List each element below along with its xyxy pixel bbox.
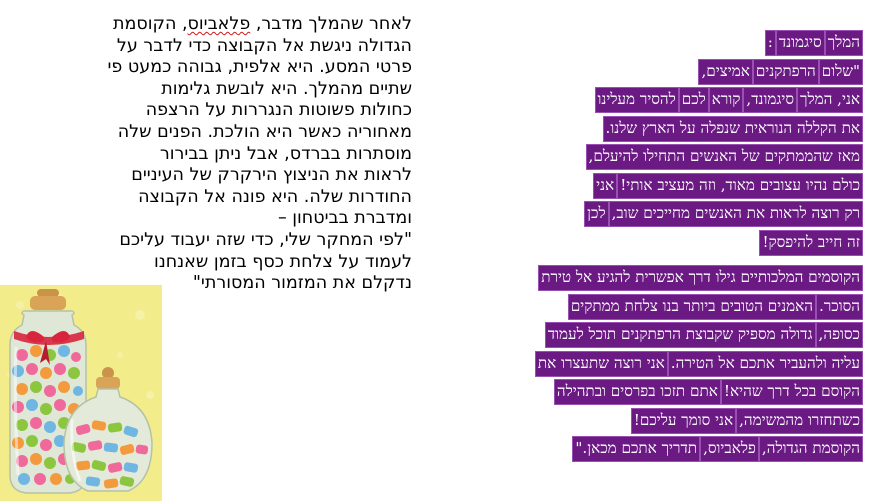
highlight-chunk: סיגמונד, [743,87,797,113]
narrative-line: פרטי המסע. היא אלפית, גבוהה כמעט פי [107,57,412,78]
speech-line [423,199,863,228]
highlight-chunk: אני [593,173,617,199]
narrative-line: לראות את הניצוץ הירקרק של העיניים [131,165,412,186]
highlight-chunk: גדולה מספיק שקבוצת הרפתקנים תוכל לעמוד [545,322,816,348]
highlight-chunk: קורא [709,87,744,113]
narrative-line: "לפי המחקר שלי, כדי שזה יעבוד עליכם [119,229,412,250]
narrative-line: שתיים מהמלך. היא לובשת גלימות [161,78,412,99]
highlight-chunk: אתם תזכו בפרסים ובתהילה [554,379,721,405]
speech-line [423,114,863,143]
highlight-chunk: : [765,30,776,56]
highlight-chunk: כולם נהיו עצובים מאוד, וזה מעציב אותי! [617,173,863,199]
speech-line [423,171,863,200]
king-speech [423,28,863,470]
speech-line [423,228,863,257]
highlight-chunk: כשתחזרו מהמשימה, [736,408,863,434]
highlight-chunk: הקוסמים המלכותיים גילו דרך אפשרית להגיע אל טירת [538,265,863,291]
highlight-chunk: הקוסם בכל דרך שהיא! [721,379,863,405]
highlight-chunk: סיגמונד [776,30,825,56]
speech-line [423,57,863,86]
highlight-chunk: רק רוצה לראות את האנשים מחייכים שוב, [609,201,863,227]
highlight-chunk: זה חייב להיפסק! [759,230,863,256]
highlight-chunk: אמיצים, [698,59,752,85]
speech-line [423,320,863,349]
highlight-chunk: אני רוצה שתעצרו את [535,351,668,377]
highlight-chunk: "שלום [819,59,863,85]
narrative-line: כחולות פשוטות הנגררות על הרצפה [145,100,412,121]
highlight-chunk: הרפתקנים [753,59,819,85]
highlight-chunk: להסיר מעלינו [595,87,679,113]
highlight-chunk: הקוסמת הגדולה, [759,436,863,462]
highlight-chunk: פלאביוס, [700,436,759,462]
speech-line [423,142,863,171]
speech-line [423,292,863,321]
narrative-line: ומדברת בביטחון – [277,208,412,229]
narrative-line: החודרות שלה. היא פונה אל הקבוצה [138,186,412,207]
speech-line [423,28,863,57]
speech-paragraph-1 [423,28,863,256]
speech-line [423,263,863,292]
highlight-chunk: הסוכר. [816,294,863,320]
narrative-line: לאחר שהמלך מדבר, פלאביוס, הקוסמת [113,14,412,34]
speech-line [423,434,863,463]
highlight-chunk: עליה ולהעביר אתכם אל הטירה. [668,351,863,377]
narrative-line: נדקלם את המזמור המסורתי" [192,273,412,294]
speech-line [423,85,863,114]
highlight-chunk: לכם [679,87,709,113]
narrative-line: הגדולה ניגשת אל הקבוצה כדי לדבר על [116,35,412,56]
narrative-line: לעמוד על צלחת כסף בזמן שאנחנו [153,251,412,272]
speech-line [423,406,863,435]
speech-paragraph-2 [423,263,863,463]
highlight-chunk: המלך [825,30,863,56]
candy-jars-illustration [0,285,162,501]
speech-line [423,349,863,378]
speech-line [423,377,863,406]
highlight-chunk: כסופה, [816,322,863,348]
highlight-chunk: מאז שהממתקים של האנשים התחילו להיעלם, [586,144,863,170]
narrative-line: מוסתרות בברדס, אבל ניתן בבירור [159,143,412,164]
narrative-line: מאחוריה כאשר היא הולכת. הפנים שלה [117,121,412,142]
highlight-chunk: אני סומך עליכם! [631,408,736,434]
highlight-chunk: לכן [584,201,608,227]
highlight-chunk: תדריך אתכם מכאן." [572,436,700,462]
highlight-chunk: אני, המלך [797,87,863,113]
spellcheck-word: פלאביוס [187,14,251,34]
highlight-chunk: האמנים הטובים ביותר בנו צלחת ממתקים [568,294,816,320]
narrative-paragraph [12,14,412,295]
highlight-chunk: את הקללה הנוראית שנפלה על הארץ שלנו. [603,116,863,142]
